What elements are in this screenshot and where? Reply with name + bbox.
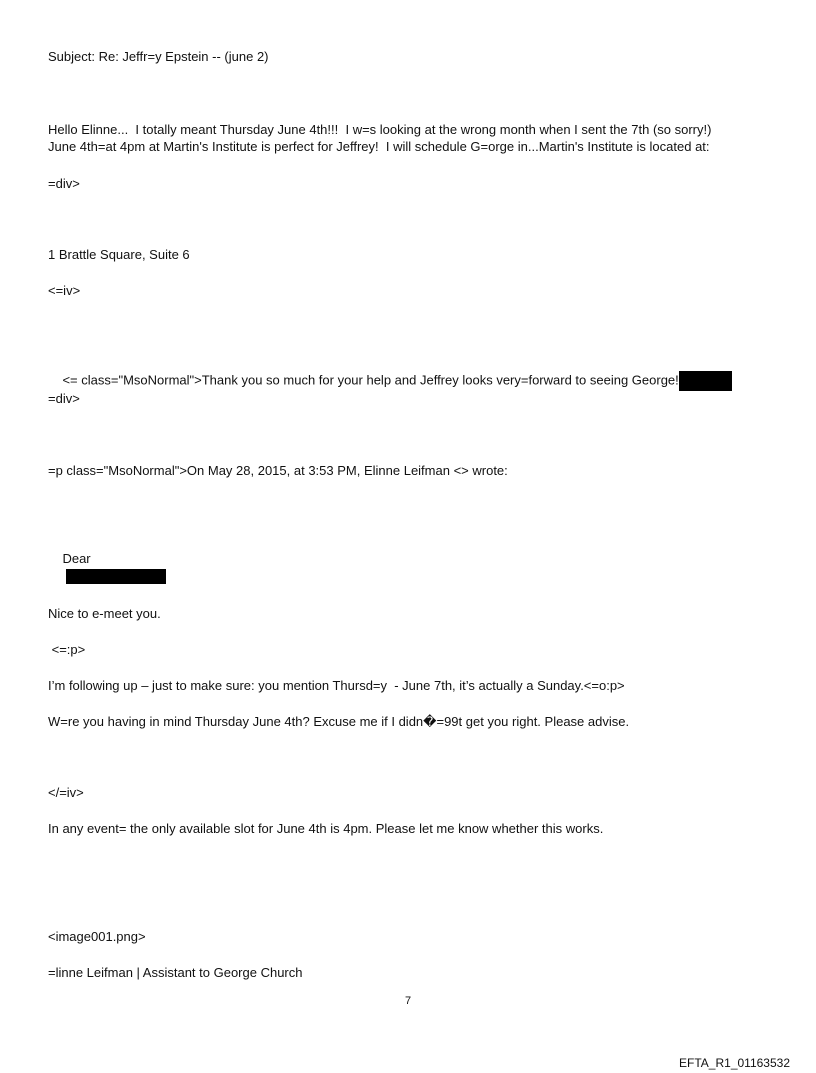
- greeting-line: Nice to e-meet you.: [48, 606, 161, 621]
- html-div-fragment: <=iv>: [48, 283, 81, 298]
- page-number: 7: [404, 995, 412, 1007]
- thanks-line: <= class="MsoNormal">Thank you so much for your help and Jeffrey looks very=forward to seeing George!: [62, 372, 679, 388]
- signature-line: =linne Leifman | Assistant to George Church: [48, 965, 303, 980]
- image-reference: <image001.png>: [48, 929, 146, 944]
- salutation: Dear: [62, 551, 91, 566]
- body-line-1: Hello Elinne... I totally meant Thursday June 4th!!! I w=s looking at the wrong month when I sent the 7th (so sorry!): [48, 122, 712, 137]
- thanks-line-row: [48, 354, 732, 408]
- quote-header: =p class="MsoNormal">On May 28, 2015, at 3:53 PM, Elinne Leifman <> wrote:: [48, 463, 508, 478]
- redaction-box: [679, 371, 732, 391]
- salutation-row: [48, 533, 166, 601]
- html-div-close-fragment: </=iv>: [48, 785, 84, 800]
- redaction-box: [66, 569, 166, 584]
- address-line: 1 Brattle Square, Suite 6: [48, 247, 190, 262]
- html-div-fragment: =div>: [48, 391, 80, 406]
- bates-number: EFTA_R1_01163532: [679, 1056, 790, 1070]
- body-line-2: June 4th=at 4pm at Martin's Institute is perfect for Jeffrey! I will schedule G=orge in...Martin's Institute is located at:: [48, 139, 710, 154]
- html-div-fragment: =div>: [48, 176, 80, 191]
- html-p-fragment: <=:p>: [48, 642, 86, 657]
- email-subject: Subject: Re: Jeffr=y Epstein -- (june 2): [48, 49, 269, 64]
- event-line: In any event= the only available slot for June 4th is 4pm. Please let me know whether this works.: [48, 821, 604, 836]
- question-line: W=re you having in mind Thursday June 4th? Excuse me if I didn�=99t get you right. Please advise.: [48, 714, 630, 729]
- follow-up-line: I’m following up – just to make sure: you mention Thursd=y - June 7th, it’s actually a Sunday.<=o:p>: [48, 678, 625, 693]
